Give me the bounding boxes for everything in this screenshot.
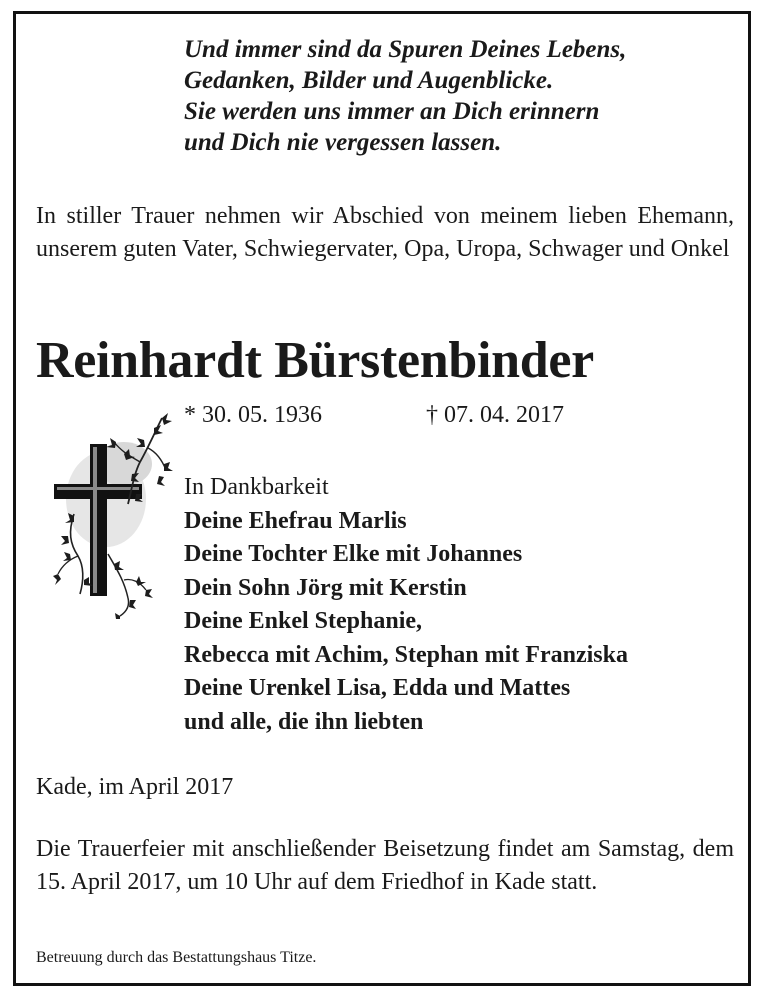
- mourners-section: [184, 471, 744, 739]
- obituary-notice: [13, 11, 751, 986]
- deceased-name: Reinhardt Bürstenbinder: [36, 332, 594, 389]
- funeral-info: Die Trauerfeier mit anschließender Beisetzung findet am Samstag, dem 15. April 2017, um 10 Uhr auf dem Friedhof in Kade statt.: [36, 836, 734, 895]
- memorial-poem: [184, 34, 724, 158]
- cross-with-ivy-icon: [44, 404, 174, 619]
- mourner-line: Deine Ehefrau Marlis: [184, 507, 407, 534]
- mourner-line: Deine Tochter Elke mit Johannes: [184, 541, 523, 567]
- mourner-line: Deine Enkel Stephanie,: [184, 608, 423, 634]
- poem-line: und Dich nie vergessen lassen.: [184, 129, 502, 156]
- intro-text: In stiller Trauer nehmen wir Abschied von meinem lieben Ehemann, unserem guten Vater, Schwiegervater, Opa, Uropa, Schwager und Onkel: [36, 203, 734, 262]
- poem-line: Sie werden uns immer an Dich erinnern: [184, 98, 600, 125]
- mourner-line: Rebecca mit Achim, Stephan mit Franziska: [184, 641, 628, 668]
- death-date: † 07. 04. 2017: [426, 402, 564, 428]
- mourner-line: und alle, die ihn liebten: [184, 708, 424, 735]
- thanks-label: In Dankbarkeit: [184, 474, 329, 500]
- poem-line: Und immer sind da Spuren Deines Lebens,: [184, 36, 627, 63]
- place-date: Kade, im April 2017: [36, 774, 234, 800]
- mourner-line: Deine Urenkel Lisa, Edda und Mattes: [184, 675, 571, 701]
- mourner-line: Dein Sohn Jörg mit Kerstin: [184, 574, 467, 601]
- cross-with-ivy-icon-graphic: [44, 404, 174, 619]
- funeral-home-credit: Betreuung durch das Bestattungshaus Titze.: [36, 949, 317, 966]
- poem-line: Gedanken, Bilder und Augenblicke.: [184, 67, 554, 94]
- birth-date: * 30. 05. 1936: [184, 402, 322, 428]
